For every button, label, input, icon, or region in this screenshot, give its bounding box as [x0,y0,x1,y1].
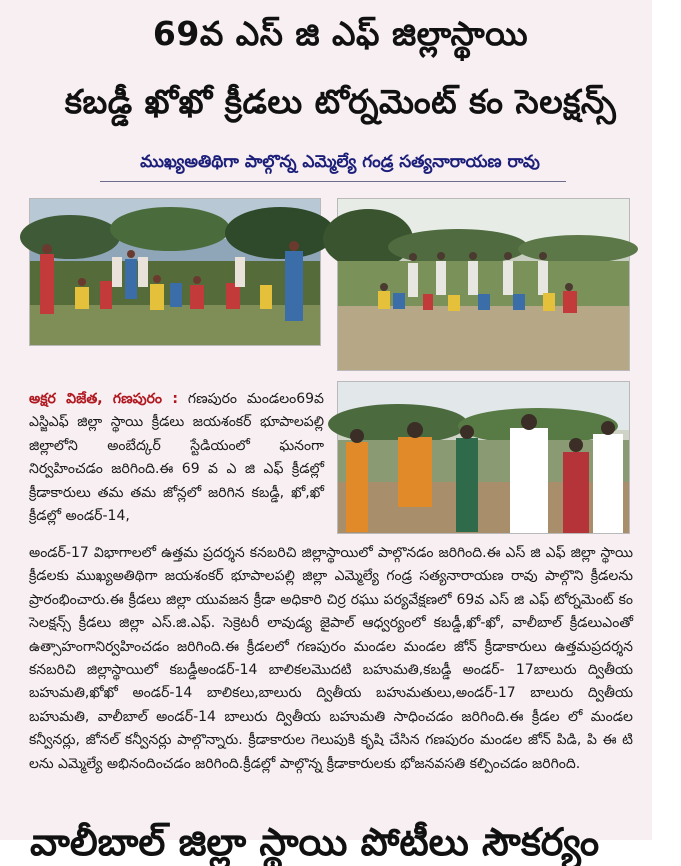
subheadline-underline [100,181,566,182]
mla-greeting-photo [337,381,630,534]
headline-line-2: కబడ్డీ ఖోఖో క్రీడలు టోర్నమెంట్ కం సెలక్షన్స్ [64,82,617,121]
article-full-width-text: అండర్-17 విభాగాలలో ఉత్తమ ప్రదర్శన కనబరిచి జిల్లాస్థాయిలో పాల్గొనడం జరిగింది.ఈ ఎస్ జి ఎఫ్ జిల్లా స్థాయి క్రీడలకు ముఖ్యఅతిథిగా జయశంకర్ భూపాలపల్లి జిల్లా ఎమ్మెల్యే గండ్ర సత్యనారాయణ రావు పాల్గొని క్రీడలను ప్రారంభించారు.ఈ క్రీడలు జిల్లా యువజన క్రీడా అధికారి చిర్ర రఘు పర్యవేక్షణలో 69వ ఎస్ జి ఎఫ్ టోర్నమెంట్ కం సెలక్షన్స్ క్రీడలు జిల్లా ఎస్.జి.ఎఫ్. సెక్రెటరీ లావుడ్య జైపాల్ ఆధ్వర్యంలో కబడ్డీ,ఖో-ఖో, వాలీబాల్ క్రీడలుఎంతో ఉత్సాహంగానిర్వహించడం జరిగింది.ఈ క్రీడలలో గణపురం మండల మండల జోన్ క్రీడాకారులు ఉత్తమప్రదర్శన కనబరిచి జిల్లాస్థాయిలో కబడ్డీఅండర్-14 బాలికలమొదటి బహుమతి,కబడ్డీ అండర్- 17బాలురు ద్వితీయ బహుమతి,ఖోఖో అండర్-14 బాలికలు,బాలురు ద్వితీయ బహుమతులు,అండర్-17 బాలురు ద్వితీయ బహుమతి, వాలీబాల్ అండర్-14 బాలురు ద్వితీయ బహుమతి సాధించడం జరిగింది.ఈ క్రీడల లో మండల కన్వీనర్లు, జోనల్ కన్వీనర్లు పాల్గొన్నారు. క్రీడాకారుల గెలుపుకి కృషి చేసిన గణపురం మండల జోన్ పిడి, పి ఈ టి లను ఎమ్మెల్యే అభినందించడం జరిగింది.క్రీడల్లో పాల్గొన్న క్రీడాకారులకు భోజనవసతి కల్పించడం జరిగింది. [29,545,633,772]
subheadline: ముఖ్యఅతిథిగా పాల్గొన్న ఎమ్మెల్యే గండ్ర సత్యనారాయణ రావు [140,152,540,172]
group-photo-right [337,198,630,371]
next-article-headline-fragment: వాలీబాల్ జిల్లా స్థాయి పోటీలు సౌకర్యం [30,820,600,864]
headline-line-1: 69వ ఎస్ జి ఎఫ్ జిల్లాస్థాయి [152,14,529,53]
column-paragraph: గణపురం మండలం69వ ఎస్జిఎఫ్ జిల్లా స్థాయి క్రీడలు జయశంకర్ భూపాలపల్లి జిల్లాలోని అంబేద్కర్ స్టేడియంలో ఘనంగా నిర్వహించడం జరిగింది.ఈ 69 వ ఎ జి ఎఫ్ క్రీడల్లో క్రీడాకారులు తమ తమ జోన్లలో జరిగిన కబడ్డీ, ఖో,ఖో క్రీడల్లో అండర్-14, [29,391,324,525]
group-photo-left [29,198,321,346]
article-column-text [29,388,324,528]
page-margin [652,0,681,840]
byline: అక్షర విజేత, గణపురం : [29,391,178,407]
